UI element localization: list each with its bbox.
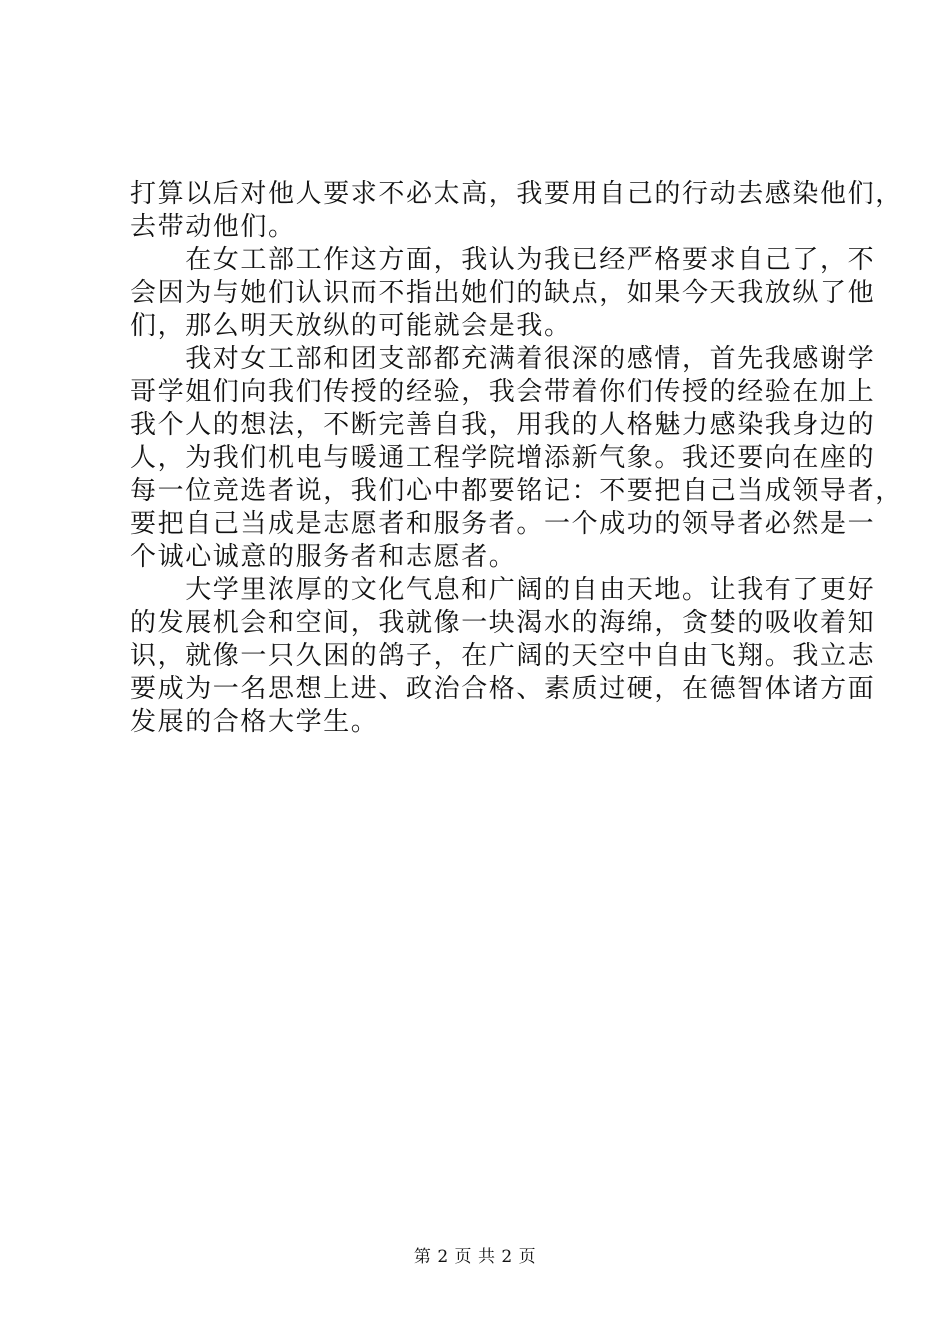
text-line: 个诚心诚意的服务者和志愿者。 [130, 542, 517, 572]
text-line: 人，为我们机电与暖通工程学院增添新气象。我还要向在座的 [130, 443, 876, 473]
text-line: 发展的合格大学生。 [130, 707, 379, 737]
text-line: 去带动他们。 [130, 212, 296, 242]
page-number-footer: 第 2 页 共 2 页 [413, 1247, 537, 1267]
text-line: 在女工部工作这方面，我认为我已经严格要求自己了，不 [130, 245, 876, 275]
text-line: 打算以后对他人要求不必太高，我要用自己的行动去感染他们， [130, 179, 903, 209]
text-line: 要成为一名思想上进、政治合格、素质过硬，在德智体诸方面 [130, 674, 876, 704]
document-body [130, 178, 903, 739]
text-line: 大学里浓厚的文化气息和广阔的自由天地。让我有了更好 [130, 575, 876, 605]
text-line: 们，那么明天放纵的可能就会是我。 [130, 311, 572, 341]
text-line: 我对女工部和团支部都充满着很深的感情，首先我感谢学 [130, 344, 876, 374]
text-line: 每一位竞选者说，我们心中都要铭记：不要把自己当成领导者， [130, 476, 903, 506]
text-line: 识，就像一只久困的鸽子，在广阔的天空中自由飞翔。我立志 [130, 641, 876, 671]
text-line: 我个人的想法，不断完善自我，用我的人格魅力感染我身边的 [130, 410, 876, 440]
text-line: 要把自己当成是志愿者和服务者。一个成功的领导者必然是一 [130, 509, 876, 539]
text-line: 哥学姐们向我们传授的经验，我会带着你们传授的经验在加上 [130, 377, 876, 407]
text-line: 会因为与她们认识而不指出她们的缺点，如果今天我放纵了他 [130, 278, 876, 308]
text-line: 的发展机会和空间，我就像一块渴水的海绵，贪婪的吸收着知 [130, 608, 876, 638]
